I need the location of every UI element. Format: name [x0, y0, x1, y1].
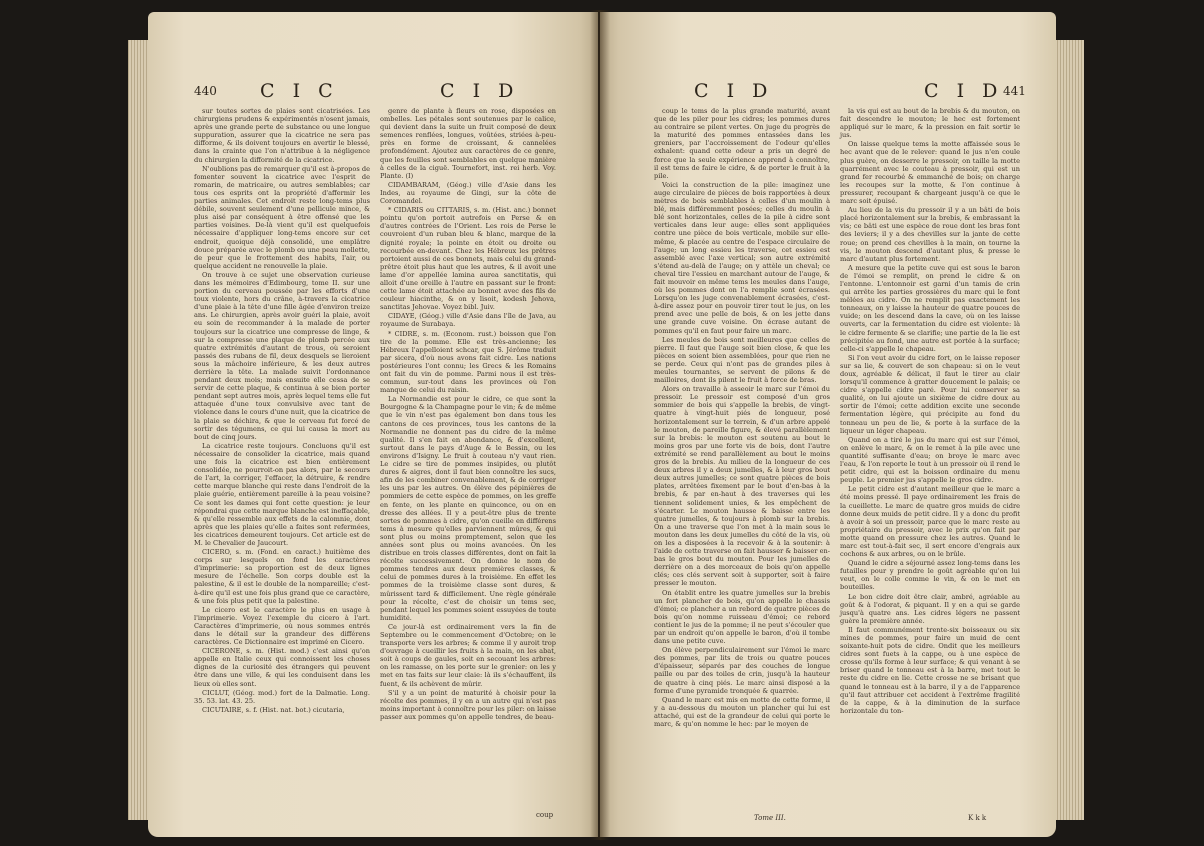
- paragraph: CIDAYE, (Géog.) ville d'Asie dans l'île de Java, au royaume de Surabaya.: [380, 312, 556, 329]
- paragraph: Voici la construction de la pile: imaginez une auge circulaire de pièces de bois rapportées à deux mètres de bois semblables à celles d'un moulin à blé, mais différemment posées; celles du moulin à blé sont horizontales, celles de la pile à cidre sont verticales dans leur auge: elles sont appliquées contre une pièce de bois verticale, mobile sur elle-même, & placée au centre de l'espace circulaire de l'auge; un long essieu les traverse, cet essieu est assemblé avec l'axe vertical; son autre extrémité s'étend au-delà de l'auge; on y attèle un cheval; ce cheval tire l'essieu en marchant autour de l'auge, & fait mouvoir en même tems les meules dans l'auge, où les pommes dont on l'a remplie sont écrasées. Lorsqu'on les juge convenablement écrasées, c'est-à-dire assez pour en pouvoir tirer tout le jus, on les prend avec une pelle de bois, & on les jette dans une grande cuve voisine. On écrase autant de pommes qu'il en faut pour faire un marc.: [654, 180, 830, 335]
- paragraph: Quand on a tiré le jus du marc qui est sur l'émoi, on enlève le marc, & on le remet à la pile avec une quantité suffisante d'eau; on broye le marc avec l'eau, & l'on reporte le tout à un pressoir où il rend le petit cidre, qui est la boisson ordinaire du menu peuple. Le premier jus s'appelle le gros cidre.: [840, 435, 1020, 485]
- paragraph: genre de plante à fleurs en rose, disposées en ombelles. Les pétales sont soutenues par le calice, qui devient dans la suite un fruit composé de deux semences renflées, longues, voûtées, striées à-peu-près en forme de croissant, & cannelées profondément. Ajoutez aux caractères de ce genre, que les feuilles sont semblables en quelque manière à celles de la ciguë. Tournefort, inst. rei herb. Voy. Plante. (I): [380, 107, 556, 180]
- paragraph: Le bon cidre doit être clair, ambré, agréable au goût & à l'odorat, & piquant. Il y en a qui se garde jusqu'à quatre ans. Les cidres légers ne passent guère la première année.: [840, 592, 1020, 625]
- page-edges-right: [1054, 40, 1084, 820]
- paragraph: Il faut communément trente-six boisseaux ou six mines de pommes, pour faire un muid de cent soixante-huit pots de cidre. Ondit que les meilleurs cidres sont fuets à la cappe, ou à une espèce de crosse qu'ils forme à leur surface; & qui venant à se briser quand le tonneau est à la barre, met tout le reste du cidre en lie. Cette crosse ne se brisant que quand le tonneau est à la barre, il y a de l'apparence qu'il faut attribuer cet accident à l'extrême fragilité de la cappe, & à la diminution de la surface horizontale du ton-: [840, 625, 1020, 715]
- paragraph: On élève perpendiculairement sur l'émoi le marc des pommes, par lits de trois ou quatre pouces d'épaisseur, séparés par des couches de longue paille ou par des toiles de crin, jusqu'à la hauteur de quatre à cinq piés. Le marc ainsi disposé a la forme d'une pyramide tronquée & quarrée.: [654, 646, 830, 695]
- paragraph: Ce jour-là est ordinairement vers la fin de Septembre ou le commencement d'Octobre; on le transporte vers les arbres; & comme il y auroit trop d'ouvrage à cueillir les fruits à la main, on les abat, soit à coups de gaules, soit en secouant les arbres: on les ramasse, on les porte sur le grenier: on les y met en tas faits sur leur claie: là ils s'échauffent, ils fuent, & ils achèvent de mûrir.: [380, 622, 556, 688]
- text-column-right-b: [840, 107, 1020, 716]
- paragraph: sur toutes sortes de plaies sont cicatrisées. Les chirurgiens prudens & expérimentés n'osent jamais, après une grande perte de substance ou une longue suppuration, assurer que la cicatrice ne sera pas difforme, & ils doivent toujours en avertir le blessé, dans la crainte que l'on n'attribue à la négligence du chirurgien la difformité de la cicatrice.: [194, 107, 370, 164]
- paragraph: Le cicero est le caractère le plus en usage à l'imprimerie. Voyez l'exemple du cicero à l'art. Caractères d'imprimerie, où nous sommes entrés dans le détail sur la grandeur des différens caractères. Ce Dictionnaire est imprimé en Cicero.: [194, 605, 370, 647]
- volume-footer: Tome III.: [754, 814, 786, 822]
- paragraph: CICERONE, s. m. (Hist. mod.) c'est ainsi qu'on appelle en Italie ceux qui connoissent les choses dignes de la curiosité des étrangers qui peuvent être dans une ville, & qui les conduisent dans les lieux où elles sont.: [194, 647, 370, 688]
- catchword: coup: [536, 811, 554, 819]
- text-column-left-b: [380, 107, 556, 722]
- running-head-left: [148, 80, 598, 102]
- paragraph: coup le tems de la plus grande maturité, avant que de les piler pour les cidres; les pommes dures au contraire se pilent vertes. On juge du progrès de la maturité des pommes entassées dans les greniers, par l'accroissement de l'odeur qu'elles exhalent: quand cette odeur a pris un degré de force que la seule expérience apprend à connoître, il est tems de faire le cidre, & de porter le fruit à la pile.: [654, 107, 830, 180]
- paragraph: CICUTAIRE, s. f. (Hist. nat. bot.) cicutaria,: [202, 705, 345, 714]
- paragraph: Si l'on veut avoir du cidre fort, on le laisse reposer sur sa lie, & couvert de son chapeau: si on le veut doux, agréable & délicat, il faut le tirer au clair lorsqu'il commence à gratter doucement le palais; ce cidre s'appelle cidre paré. Pour lui conserver sa qualité, on lui ajoute un sixième de cidre doux au sortir de l'émoi; cette addition excite une seconde fermentation légère, qui précipite au fond du tonneau un peu de lie, & porte à la surface de la liqueur un léger chapeau.: [840, 353, 1020, 435]
- paragraph: N'oublions pas de remarquer qu'il est à-propos de fomenter souvent la cicatrice avec l'esprit de romarin, de matricaire, ou autres semblables; car tous ces esprits ont la propriété d'affermir les parties animales. Cet endroit reste long-tems plus débile, souvent seulement d'une pellicule mince, & plus aisé par conséquent à être offensé que les parties voisines. De-là vient qu'il est quelquefois nécessaire d'appliquer long-tems encore sur cet endroit, quoique déjà consolidé, une emplâtre douce préparée avec le plomb ou une peau mollette, de peur que le frottement des habits, l'air, ou quelque accident ne renouvelle la plaie.: [194, 164, 370, 270]
- paragraph: On trouve à ce sujet une observation curieuse dans les mémoires d'Edimbourg, tome II. sur une portion du cerveau poussée par les efforts d'une toux violente, hors du crâne, à-travers la cicatrice d'une plaie à la tête d'une fille âgée d'environ treize ans. Le chirurgien, après avoir guéri la plaie, avoit eu soin de recommander à la malade de porter toujours sur la cicatrice une compresse de linge, & sur la compresse une plaque de plomb percée aux quatre extrémités d'autant de trous, où seroient passés des rubans de fil, deux desquels se lieroient sous la mâchoire inférieure, & les deux autres derrière la tête. La malade suivit l'ordonnance pendant deux mois; mais ensuite elle cessa de se servir de cette plaque, & continua à se bien porter pendant sept autres mois, après lequel tems elle fut attaquée d'une toux convulsive avec tant de violence dans le cours d'une nuit, que la cicatrice de la plaie se déchira, & que le cerveau fut forcé de sortir des tégumens, ce qui lui causa la mort au bout de cinq jours.: [194, 270, 370, 441]
- paragraph: S'il y a un point de maturité à choisir pour la récolte des pommes, il y en a un autre qui n'est pas moins important à connoître pour les piler: on laisse passer aux pommes qu'on appelle tendres, de beau-: [380, 688, 556, 721]
- paragraph: On laisse quelque tems la motte affaissée sous le hec avant que de le relever: quand le jus n'en coule plus guère, on desserre le pressoir, on taille la motte quarrément avec le couteau à pressoir, qui est un grand fer recourbé & emmanché de bois; on charge les recoupes sur la motte, & l'on continue à pressurer, recoupant & chargeant jusqu'à ce que le marc soit épuisé.: [840, 140, 1020, 206]
- paragraph: Quand le marc est mis en motte de cette forme, il y a au-dessous du mouton un plancher qui lui est attaché, qui est de la grandeur de celui qui porte le marc, & qu'on nomme le hec: par le moyen de: [654, 695, 830, 729]
- paragraph: * CIDARIS ou CITTARIS, s. m. (Hist. anc.) bonnet pointu qu'on portoit autrefois en Perse & en d'autres contrées de l'Orient. Les rois de Perse le couvroient d'un ruban bleu & blanc, marque de la dignité royale; la pointe en étoit ou droite ou recourbée en-devant. Chez les Hébreux les prêtres portoient aussi de ces bonnets, mais celui du grand-prêtre étoit plus haut que les autres, & il avoit une lame d'or appellée lamina aurea sanctitatis, qui alloit d'une oreille à l'autre en passant sur le front: cette lame étoit attachée au bonnet avec des fils de couleur hiacinthe, & on y lisoit, kodesh Jehova, sanctitas Jehovae. Voyez bibl. Juiv.: [380, 206, 556, 312]
- page-number: 440: [194, 84, 217, 98]
- running-head-word: C I D: [440, 80, 520, 102]
- paragraph: On établit entre les quatre jumelles sur la brebis un fort plancher de bois, qu'on appelle le chassis d'émoi; ce plancher a un rebord de quatre pièces de bois qu'on nomme ruisseau d'émoi; ce rebord contient le jus de la pomme; il ne peut s'écouler que par un endroit qu'on appelle le baron, d'où il tombe dans une petite cuve.: [654, 588, 830, 646]
- paragraph: Alors on travaille à asseoir le marc sur l'émoi du pressoir. Le pressoir est composé d'un gros sommier de bois qui s'appelle la brebis, de vingt-quatre à vingt-huit piés de longueur, posé horizontalement sur le terrein, & d'un arbre appelé le mouton, de pareille figure, & élevé parallèlement sur la brebis: le mouton est soutenu au bout le moins gros par une forte vis de bois, dont l'autre extrémité se rend parallèlement au bout le moins gros de la brebis. Au milieu de la longueur de ces deux arbres il y a deux jumelles, & à leur gros bout deux autres jumelles; ce sont quatre pièces de bois plates, arrêtées fixement par le bout d'en-bas à la brebis, & par en-haut à des traverses qui les tiennent solidement unies, & les empêchent de s'écarter. Le mouton hausse & baisse entre les quatre jumelles, & toujours à plomb sur la brebis. On a une traverse que l'on met à la main sous le mouton dans les deux jumelles du côté de la vis, où on les a disposées à la recevoir & à la soutenir: à l'aide de cette traverse on fait hausser & baisser en-bas le gros bout du mouton. Pour les jumelles de derrière on a des morceaux de bois qu'on appelle clés; ces clés servent soit à supporter, soit à faire presser le mouton.: [654, 385, 830, 588]
- page-edges-left: [128, 40, 150, 820]
- paragraph: Les meules de bois sont meilleures que celles de pierre. Il faut que l'auge soit bien close, & que les pièces en soient bien assemblées, pour que rien ne se perde. Ceux qui n'ont pas de grandes piles à meules tournantes, se servent de pilons & de mailloires, dont ils pilent le fruit à force de bras.: [654, 335, 830, 385]
- paragraph: A mesure que la petite cuve qui est sous le baron de l'émoi se remplit, on prend le cidre & on l'entonne. L'entonnoir est garni d'un tamis de crin qui arrête les parties grossières du marc qui le font mêlées au cidre. On ne remplit pas exactement les tonneaux, on y laisse la hauteur de quatre pouces de vuide; on les descend dans la cave, où on les laisse ouverts, car la fermentation du cidre est violente: là le cidre fermente & se clarifie; une partie de la lie est précipitée au fond, une autre est portée à la surface; celle-ci s'appelle le chapeau.: [840, 263, 1020, 353]
- paragraph: Le petit cidre est d'autant meilleur que le marc a été moins pressé. Il paye ordinairement les frais de la cueillette. Le marc de quatre gros muids de cidre donne deux muids de petit cidre. Il y a donc du profit à avoir à soi un pressoir, parce que le marc reste au propriétaire du pressoir, avec le prix qu'on fait par motte quand on pressure chez les autres. Quand le marc est tout-à-fait sec, il sert encore d'engrais aux cochons & aux arbres, ou on le brûle.: [840, 485, 1020, 559]
- paragraph: CICLUT, (Géog. mod.) fort de la Dalmatie. Long. 35. 53. lat. 43. 25.: [194, 688, 370, 705]
- paragraph: la vis qui est au bout de la brebis & du mouton, on fait descendre le mouton; le hec est fortement appliqué sur le marc, & la pression en fait sortir le jus.: [840, 107, 1020, 140]
- paragraph: CIDAMBARAM, (Géog.) ville d'Asie dans les Indes, au royaume de Gingi, sur la côte de Coromandel.: [380, 180, 556, 206]
- book-gutter: [590, 10, 610, 840]
- paragraph: Au lieu de la vis du pressoir il y a un bâti de bois placé horizontalement sur la brebis, & embrassant la vis; ce bâti est une espèce de roue dont les bras font des leviers; il y a des chevilles sur la jante de cette roue; on prend ces chevilles à la main, on tourne la vis, le mouton descend d'autant plus, & presse le marc d'autant plus fortement.: [840, 206, 1020, 263]
- running-head-word: C I D: [694, 80, 774, 102]
- right-page: [600, 12, 1056, 837]
- paragraph: CICERO, s. m. (Fond. en caract.) huitième des corps sur lesquels on fond les caractères d'imprimerie: sa proportion est de deux lignes mesure de l'échelle. Son corps double est la palestine, & il est le double de la nompareille; c'est-à-dire qu'il est une fois plus grand que ce caractère, & une fois plus petit que la palestine.: [194, 548, 370, 605]
- paragraph: Quand le cidre a séjourné assez long-tems dans les futailles pour y prendre le goût agréable qu'on lui veut, on le colle comme le vin, & on le met en bouteilles.: [840, 559, 1020, 592]
- left-page: [148, 12, 598, 837]
- paragraph: La cicatrice reste toujours. Concluons qu'il est nécessaire de consolider la cicatrice, mais quand une fois la cicatrice est bien entièrement consolidée, ne pourroit-on pas alors, par le secours de l'art, la corriger, l'effacer, la détruire, & rendre cette marque blanche qui reste dans l'endroit de la plaie guérie, entièrement pareille à la peau voisine? Ce sont les dames qui font cette question: je leur répondrai que cette marque blanche est ineffaçable, & qu'elle ressemble aux effets de la calomnie, dont après que les plaies qu'elle a faites sont refermées, les cicatrices demeurent toujours. Cet article est de M. le Chevalier de Jaucourt.: [194, 441, 370, 547]
- paragraph: La Normandie est pour le cidre, ce que sont la Bourgogne & la Champagne pour le vin; & de même que le vin n'est pas également bon dans tous les cantons de ces provinces, tous les cantons de la Normandie ne donnent pas du cidre de la même qualité. Il s'en fait en abondance, & d'excellent, surtout dans le pays d'Auge & le Bessin, ou les environs d'Isigny. Le fruit à couteau n'y vaut rien. Le cidre se tire de pommes insipides, ou plutôt dures & aigres, dont il faut bien connoître les sucs, afin de les combiner convenablement, & de corriger les uns par les autres. On élève des pépinières de pommiers de cette espèce de pommes, on les greffe en fente, on les plante en quinconce, ou on en dresse des allées. Il y a peut-être plus de trente sortes de pommes à cidre, qu'on cueille en différens tems à mesure qu'elles parviennent mûres, & qui sont plus ou moins promptement, selon que les années sont plus ou moins avancées. On les distribue en trois classes différentes, dont on fait la récolte successivement. On donne le nom de pommes tendres aux deux premières classes, & celui de pommes dures à la troisième. En effet les pommes de la troisième classe sont dures, & mûrissent tard & difficilement. Une règle générale pour la récolte, c'est de choisir un tems sec, pendant lequel les pommes soient essuyées de toute humidité.: [380, 395, 556, 622]
- page-number: 441: [1003, 84, 1026, 98]
- paragraph: * CIDRE, s. m. (Econom. rust.) boisson que l'on tire de la pomme. Elle est très-ancienne; les Hébreux l'appelloient schcar, que S. Jérôme traduit par sicera, d'où nous avons fait cidre. Les nations postérieures l'ont connu; les Grecs & les Romains ont fait du vin de pomme. Parmi nous il est très-commun, sur-tout dans les provinces où l'on manque de celui du raisin.: [380, 329, 556, 395]
- running-head-word: C I C: [260, 80, 339, 102]
- text-column-right-a: [654, 107, 830, 729]
- running-head-word: C I D: [924, 80, 1004, 102]
- running-head-right: [600, 80, 1056, 102]
- signature-mark: K k k: [968, 814, 987, 822]
- text-column-left-a: [194, 107, 370, 715]
